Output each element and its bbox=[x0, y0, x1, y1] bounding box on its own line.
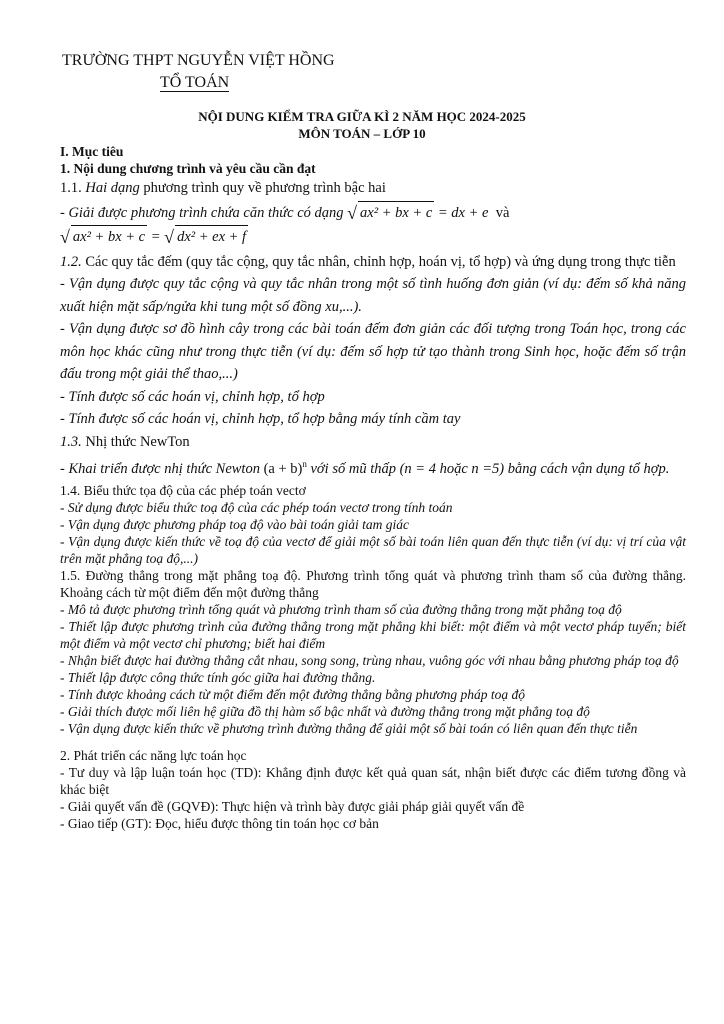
binomial-formula bbox=[264, 461, 307, 477]
topic-1-2-item: - Vận dụng được sơ đồ hình cây trong các bài toán đếm đơn giản các đối tượng trong Toán học, trong các môn học khác cũng như trong thực tiễn (ví dụ: đếm số hợp tử tạo thành trong Sinh học, hoặc đếm số trận đấu trong một giải thể thao,...) bbox=[60, 321, 686, 382]
section-2-item: - Tư duy và lập luận toán học (TD): Khẳng định được kết quả quan sát, nhận biết được các điểm tương đồng và khác biệt bbox=[60, 765, 686, 798]
document-body bbox=[60, 143, 686, 832]
binomial-exponent: n bbox=[302, 459, 307, 469]
topic-1-5-item: - Thiết lập được phương trình của đường thẳng trong mặt phẳng khi biết: một điểm và một vectơ pháp tuyến; biết một điểm và một vectơ chỉ phương; biết hai điểm bbox=[60, 619, 686, 652]
binomial-base: (a + b) bbox=[263, 460, 303, 477]
topic-1-4-title: 1.4. Biểu thức tọa độ của các phép toán vectơ bbox=[60, 483, 306, 499]
topic-1-1-formula-2 bbox=[60, 224, 686, 249]
section-heading: I. Mục tiêu bbox=[60, 144, 124, 159]
item-prefix: - Khai triển được nhị thức Newton bbox=[60, 460, 260, 477]
formula-rhs: = dx + e bbox=[437, 204, 489, 221]
topic-1-3-item bbox=[60, 453, 686, 480]
topic-1-5-item: - Thiết lập được công thức tính góc giữa hai đường thẳng. bbox=[60, 670, 376, 686]
topic-1-2-item: - Tính được số các hoán vị, chỉnh hợp, tổ hợp bằng máy tính cầm tay bbox=[60, 411, 461, 427]
department-label: TỔ TOÁN bbox=[160, 74, 230, 91]
sqrt-sign-icon: √ bbox=[347, 202, 358, 223]
radicand-right: dx² + ex + f bbox=[175, 225, 248, 249]
item-text: - Giải được phương trình chứa căn thức có dạng bbox=[60, 204, 344, 221]
topic-number: 1.2. bbox=[60, 253, 82, 270]
topic-1-5-item: - Tính được khoảng cách từ một điểm đến một đường thẳng bằng phương pháp toạ độ bbox=[60, 687, 526, 703]
topic-title-rest: phương trình quy về phương trình bậc hai bbox=[143, 180, 386, 196]
radicand: ax² + bx + c bbox=[358, 201, 434, 225]
topic-1-5-item: - Vận dụng được kiến thức về phương trình đường thẳng để giải một số bài toán có liên quan đến thực tiễn bbox=[60, 721, 638, 737]
section-2-title: 2. Phát triển các năng lực toán học bbox=[60, 748, 247, 764]
item-suffix: với số mũ thấp (n = 4 hoặc n =5) bằng cách vận dụng tổ hợp. bbox=[310, 460, 670, 477]
formula-radical-2 bbox=[60, 229, 248, 245]
equals-sign: = bbox=[150, 229, 161, 245]
topic-1-1-title bbox=[60, 177, 686, 200]
topic-title-italic: Hai dạng bbox=[85, 180, 140, 196]
radicand-left: ax² + bx + c bbox=[71, 225, 147, 249]
topic-1-2-item: - Vận dụng được quy tắc cộng và quy tắc nhân trong một số tình huống đơn giản (ví dụ: đếm số khả năng xuất hiện mặt sấp/ngửa khi tung một số đồng xu,...). bbox=[60, 276, 686, 315]
topic-1-4-item: - Vận dụng được kiến thức về toạ độ của vectơ để giải một số bài toán liên quan đến thực tiễn (ví dụ: vị trí của vật trên mặt phẳng toạ độ,...) bbox=[60, 534, 686, 567]
topic-1-5-item: - Mô tả được phương trình tổng quát và phương trình tham số của đường thẳng trong mặt phẳng toạ độ bbox=[60, 602, 622, 618]
subsection-heading: 1. Nội dung chương trình và yêu cầu cần đạt bbox=[60, 161, 316, 176]
topic-1-2-item: - Tính được số các hoán vị, chỉnh hợp, tổ hợp bbox=[60, 388, 325, 405]
section-2-item: - Giao tiếp (GT): Đọc, hiểu được thông tin toán học cơ bản bbox=[60, 816, 379, 832]
topic-1-5-title: 1.5. Đường thẳng trong mặt phẳng toạ độ. Phương trình tổng quát và phương trình tham số của đường thẳng. Khoảng cách từ một điểm đến một đường thẳng bbox=[60, 568, 686, 601]
conjunction: và bbox=[495, 204, 510, 221]
document-title: NỘI DUNG KIỂM TRA GIỮA KÌ 2 NĂM HỌC 2024-2025 bbox=[198, 109, 526, 124]
section-2-item: - Giải quyết vấn đề (GQVĐ): Thực hiện và trình bày được giải pháp giải quyết vấn đề bbox=[60, 799, 525, 815]
topic-title: Nhị thức NewTon bbox=[85, 433, 190, 450]
topic-1-5-item: - Giải thích được mối liên hệ giữa đồ thị hàm số bậc nhất và đường thẳng trong mặt phẳng toạ độ bbox=[60, 704, 590, 720]
topic-1-1-item bbox=[60, 200, 686, 225]
topic-1-4-item: - Sử dụng được biểu thức toạ độ của các phép toán vectơ trong tính toán bbox=[60, 500, 453, 516]
sqrt-sign-icon: √ bbox=[60, 227, 70, 247]
topic-1-3-title bbox=[60, 431, 686, 454]
document-subtitle: MÔN TOÁN – LỚP 10 bbox=[298, 126, 426, 141]
topic-title: Các quy tắc đếm (quy tắc cộng, quy tắc nhân, chỉnh hợp, hoán vị, tổ hợp) và ứng dụng trong thực tiễn bbox=[85, 253, 676, 270]
topic-1-4-item: - Vận dụng được phương pháp toạ độ vào bài toán giải tam giác bbox=[60, 517, 409, 533]
formula-radical-1 bbox=[347, 202, 489, 223]
department-name bbox=[160, 74, 229, 92]
topic-number: 1.1. bbox=[60, 180, 82, 196]
school-name: TRƯỜNG THPT NGUYỄN VIỆT HỒNG bbox=[62, 52, 335, 69]
topic-number: 1.3. bbox=[60, 433, 82, 450]
topic-1-2-title bbox=[60, 251, 686, 274]
sqrt-sign-icon: √ bbox=[164, 227, 175, 247]
topic-1-5-item: - Nhận biết được hai đường thẳng cắt nhau, song song, trùng nhau, vuông góc với nhau bằng phương pháp toạ độ bbox=[60, 653, 679, 669]
